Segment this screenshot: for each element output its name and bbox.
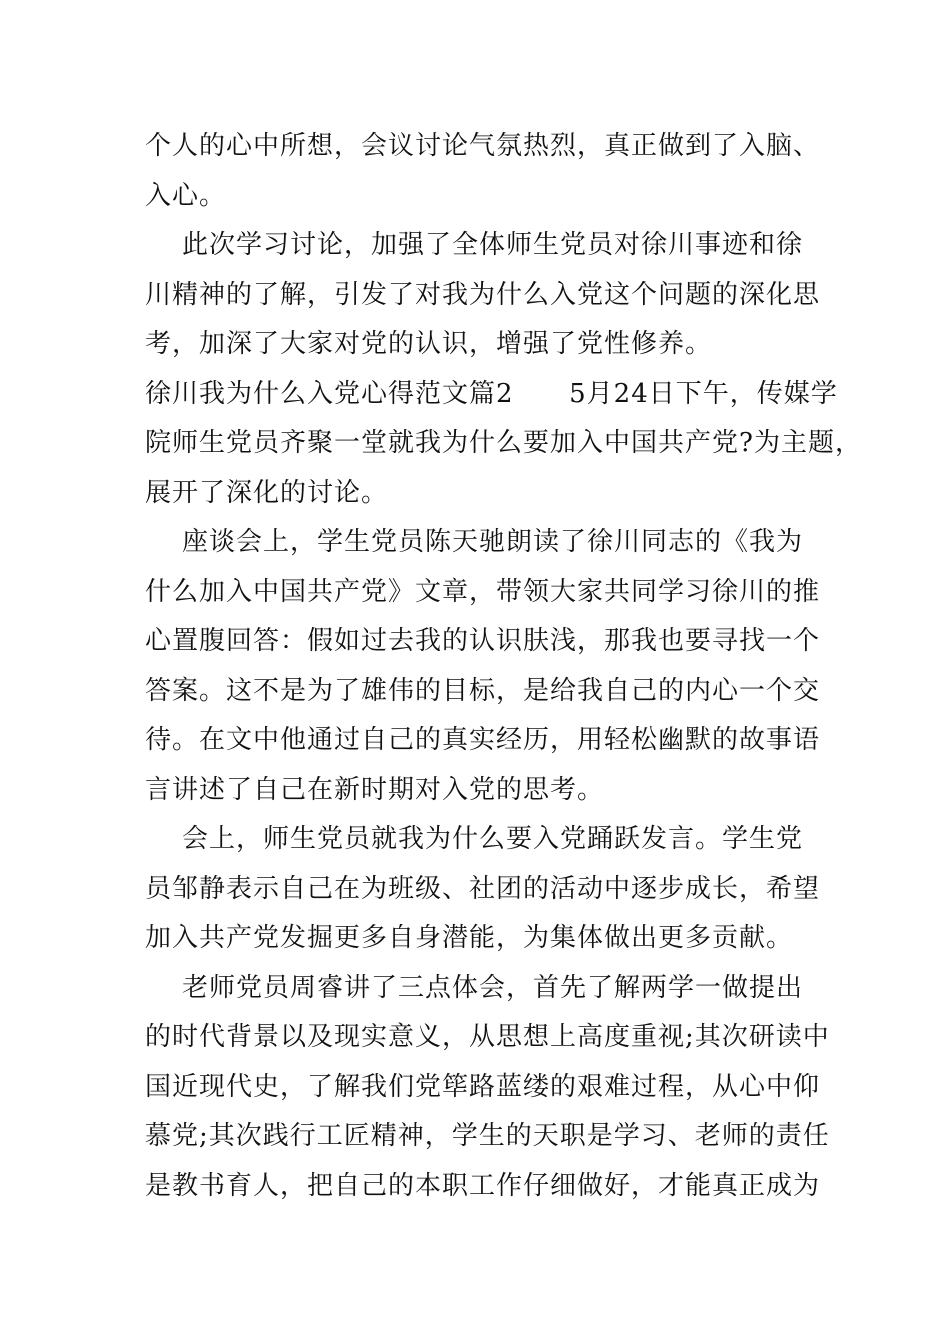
text-line-12: 答案。这不是为了雄伟的目标，是给我自己的内心一个交 <box>145 675 821 706</box>
text-line-2: 入心。 <box>145 180 227 211</box>
text-line-1: 个人的心中所想，会议讨论气氛热烈，真正做到了入脑、 <box>145 131 821 161</box>
text-line-17: 加入共产党发掘更多自身潜能，为集体做出更多贡献。 <box>145 923 794 953</box>
text-line-3: 此次学习讨论，加强了全体师生党员对徐川事迹和徐 <box>145 230 804 260</box>
text-line-16: 员邹静表示自己在为班级、社团的活动中逐步成长，希望 <box>145 873 821 904</box>
section-heading-line: 徐川我为什么入党心得范文篇2 5月24日下午，传媒学 <box>145 378 838 409</box>
text-line-22: 是教书育人，把自己的本职工作仔细做好，才能真正成为 <box>145 1170 821 1201</box>
text-line-21: 慕党;其次践行工匠精神，学生的天职是学习、老师的责任 <box>145 1121 830 1151</box>
text-line-8: 展开了深化的讨论。 <box>145 477 389 508</box>
text-line-9: 座谈会上，学生党员陈天驰朗读了徐川同志的《我为 <box>145 527 804 557</box>
text-line-7: 院师生党员齐聚一堂就我为什么要加入中国共产党?为主题， <box>145 428 862 458</box>
text-line-20: 国近现代史，了解我们党筚路蓝缕的艰难过程，从心中仰 <box>145 1071 821 1102</box>
text-line-11: 心置腹回答：假如过去我的认识肤浅，那我也要寻找一个 <box>145 626 821 656</box>
text-line-10: 什么加入中国共产党》文章，带领大家共同学习徐川的推 <box>145 576 821 607</box>
text-line-4: 川精神的了解，引发了对我为什么入党这个问题的深化思 <box>145 279 821 310</box>
text-line-14: 言讲述了自己在新时期对入党的思考。 <box>145 774 605 805</box>
text-line-13: 待。在文中他通过自己的真实经历，用轻松幽默的故事语 <box>145 725 821 755</box>
text-line-18: 老师党员周睿讲了三点体会，首先了解两学一做提出 <box>145 972 804 1003</box>
text-line-5: 考，加深了大家对党的认识，增强了党性修养。 <box>145 329 713 359</box>
text-line-15: 会上，师生党员就我为什么要入党踊跃发言。学生党 <box>145 824 804 854</box>
body-text <box>145 122 862 1211</box>
text-line-19: 的时代背景以及现实意义，从思想上高度重视;其次研读中 <box>145 1022 830 1052</box>
